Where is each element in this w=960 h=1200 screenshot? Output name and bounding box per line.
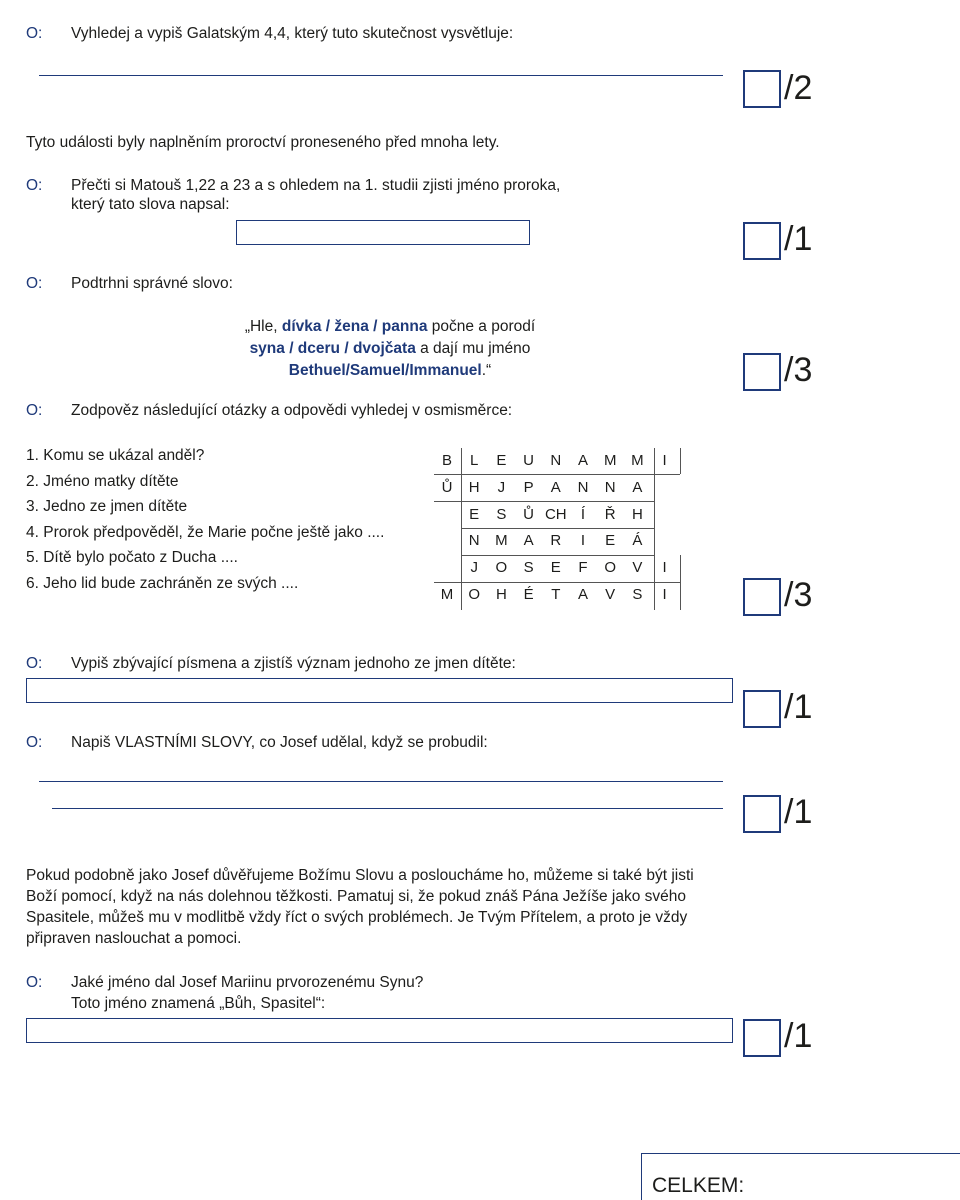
grid-letter[interactable]: P <box>523 478 534 496</box>
verse-line-3 <box>200 360 580 381</box>
verse-text: „Hle, <box>244 318 282 335</box>
grid-letter[interactable]: V <box>605 586 616 603</box>
section3-label: O: <box>26 275 43 292</box>
verse-line-2 <box>200 338 580 359</box>
choice-names[interactable]: Bethuel/Samuel/Immanuel <box>288 362 482 379</box>
choice-son-daughter-twins[interactable]: syna / dceru / dvojčata <box>249 340 416 357</box>
grid-letter[interactable]: F <box>578 559 588 577</box>
grid-letter[interactable]: O <box>604 559 617 577</box>
list-item: 6. Jeho lid bude zachráněn ze svých .... <box>26 574 299 592</box>
grid-letter[interactable]: A <box>550 478 561 496</box>
intro-paragraph: Tyto události byly naplněním proroctví proneseného před mnoha lety. <box>26 134 500 151</box>
grid-letter[interactable]: V <box>632 559 643 577</box>
score-box-6[interactable] <box>743 795 781 833</box>
grid-letter[interactable]: N <box>550 452 562 469</box>
answer-line-galatians[interactable] <box>39 75 723 76</box>
score-max-5: /1 <box>784 688 813 726</box>
grid-letter[interactable]: A <box>577 586 588 603</box>
grid-letter[interactable]: Í <box>580 505 586 523</box>
verse-text: a dají mu jméno <box>415 340 531 357</box>
grid-letter[interactable]: O <box>495 559 508 577</box>
score-max-7: /1 <box>784 1017 813 1055</box>
section4-question: Zodpověz následující otázky a odpovědi vyhledej v osmisměrce: <box>71 402 513 419</box>
grid-letter[interactable]: S <box>496 505 507 523</box>
grid-letter[interactable]: L <box>470 452 479 469</box>
grid-letter[interactable]: H <box>495 586 507 603</box>
grid-letter[interactable]: T <box>551 586 561 603</box>
grid-letter[interactable]: Á <box>632 532 643 550</box>
grid-letter[interactable]: B <box>441 452 452 469</box>
grid-letter[interactable]: I <box>662 452 667 469</box>
score-box-5[interactable] <box>743 690 781 728</box>
verse-line-1 <box>200 316 580 337</box>
grid-letter[interactable]: J <box>497 478 506 496</box>
score-box-4[interactable] <box>743 578 781 616</box>
list-item: 2. Jméno matky dítěte <box>26 472 179 490</box>
grid-letter[interactable]: M <box>631 452 644 469</box>
section2-question-line1: Přečti si Matouš 1,22 a 23 a s ohledem na 1. studii zjisti jméno proroka, <box>71 177 561 194</box>
grid-line <box>680 555 681 610</box>
closing-paragraph <box>26 865 746 949</box>
grid-letter[interactable]: N <box>604 478 616 496</box>
total-box[interactable] <box>641 1153 960 1200</box>
question-list <box>26 443 384 596</box>
list-item: 4. Prorok předpověděl, že Marie počne ještě jako .... <box>26 523 385 541</box>
grid-letter[interactable]: A <box>632 478 643 496</box>
verse-text: .“ <box>481 362 492 379</box>
section2-label: O: <box>26 177 43 194</box>
answer-line-joseph-1[interactable] <box>39 781 723 782</box>
paragraph-line: Boží pomocí, když na nás dolehnou těžkosti. Pamatuj si, že pokud znáš Pána Ježíše jako svého <box>26 888 686 905</box>
grid-letter[interactable]: É <box>523 586 534 603</box>
paragraph-line: Pokud podobně jako Josef důvěřujeme Božímu Slovu a posloucháme ho, můžeme si také být jisti <box>26 867 694 884</box>
score-box-7[interactable] <box>743 1019 781 1057</box>
grid-letter[interactable]: E <box>550 559 561 577</box>
section5-question: Vypiš zbývající písmena a zjistíš význam jednoho ze jmen dítěte: <box>71 655 516 672</box>
section4-label: O: <box>26 402 43 419</box>
grid-letter[interactable]: I <box>580 532 586 550</box>
section1-label: O: <box>26 25 43 42</box>
section5-label: O: <box>26 655 43 672</box>
section3-question: Podtrhni správné slovo: <box>71 275 233 292</box>
remaining-letters-input[interactable] <box>26 678 733 703</box>
grid-letter[interactable]: H <box>631 505 643 523</box>
list-item: 5. Dítě bylo počato z Ducha .... <box>26 549 238 566</box>
word-search-grid[interactable] <box>434 448 680 610</box>
section7-question-line1: Jaké jméno dal Josef Mariinu prvorozenému Synu? <box>71 974 424 991</box>
grid-letter[interactable]: J <box>470 559 478 577</box>
grid-letter[interactable]: Ř <box>604 505 616 523</box>
score-max-6: /1 <box>784 793 813 831</box>
grid-letter[interactable]: I <box>662 586 667 603</box>
score-box-1[interactable] <box>743 70 781 108</box>
score-max-1: /2 <box>784 69 813 107</box>
jesus-name-input[interactable] <box>26 1018 733 1043</box>
section1-question: Vyhledej a vypiš Galatským 4,4, který tuto skutečnost vysvětluje: <box>71 25 514 42</box>
grid-letter[interactable]: E <box>496 452 507 469</box>
grid-letter[interactable]: H <box>468 478 480 496</box>
prophet-name-input[interactable] <box>236 220 530 245</box>
grid-letter[interactable]: Ů <box>523 505 535 523</box>
score-box-3[interactable] <box>743 353 781 391</box>
grid-letter[interactable]: CH <box>544 505 567 523</box>
grid-letter[interactable]: U <box>523 452 535 469</box>
grid-letter[interactable]: M <box>440 586 454 603</box>
section6-label: O: <box>26 734 43 751</box>
total-label: CELKEM: <box>652 1174 745 1197</box>
grid-letter[interactable]: N <box>468 532 480 550</box>
paragraph-line: Spasitele, můžeš mu v modlitbě vždy říct o svých problémech. Je Tvým Přítelem, a proto je vždy <box>26 909 688 926</box>
section6-question: Napiš VLASTNÍMI SLOVY, co Josef udělal, když se probudil: <box>71 734 488 751</box>
grid-letter[interactable]: E <box>605 532 616 550</box>
grid-letter[interactable]: S <box>632 586 643 603</box>
section7-label: O: <box>26 974 43 991</box>
grid-letter[interactable]: N <box>577 478 589 496</box>
grid-letter[interactable]: M <box>495 532 508 550</box>
answer-line-joseph-2[interactable] <box>52 808 723 809</box>
grid-letter[interactable]: I <box>662 559 667 577</box>
score-max-3: /3 <box>784 351 813 389</box>
grid-line <box>680 448 681 474</box>
grid-letter[interactable]: Ů <box>441 478 453 496</box>
grid-letter[interactable]: A <box>577 452 588 469</box>
grid-letter[interactable]: S <box>523 559 534 577</box>
score-max-2: /1 <box>784 220 813 258</box>
score-box-2[interactable] <box>743 222 781 260</box>
grid-letter[interactable]: A <box>523 532 534 550</box>
paragraph-line: připraven naslouchat a pomoci. <box>26 930 242 947</box>
grid-letter[interactable]: R <box>550 532 562 550</box>
verse-text: počne a porodí <box>427 318 536 335</box>
choice-girl-woman-virgin[interactable]: dívka / žena / panna <box>281 318 428 335</box>
grid-letter[interactable]: O <box>468 586 481 603</box>
grid-letter[interactable]: E <box>469 505 480 523</box>
section2-question-line2: který tato slova napsal: <box>71 196 230 213</box>
score-max-4: /3 <box>784 576 813 614</box>
list-item: 3. Jedno ze jmen dítěte <box>26 498 188 515</box>
section7-question-line2: Toto jméno znamená „Bůh, Spasitel“: <box>71 995 326 1012</box>
list-item: 1. Komu se ukázal anděl? <box>26 447 205 464</box>
grid-letter[interactable]: M <box>603 452 617 469</box>
